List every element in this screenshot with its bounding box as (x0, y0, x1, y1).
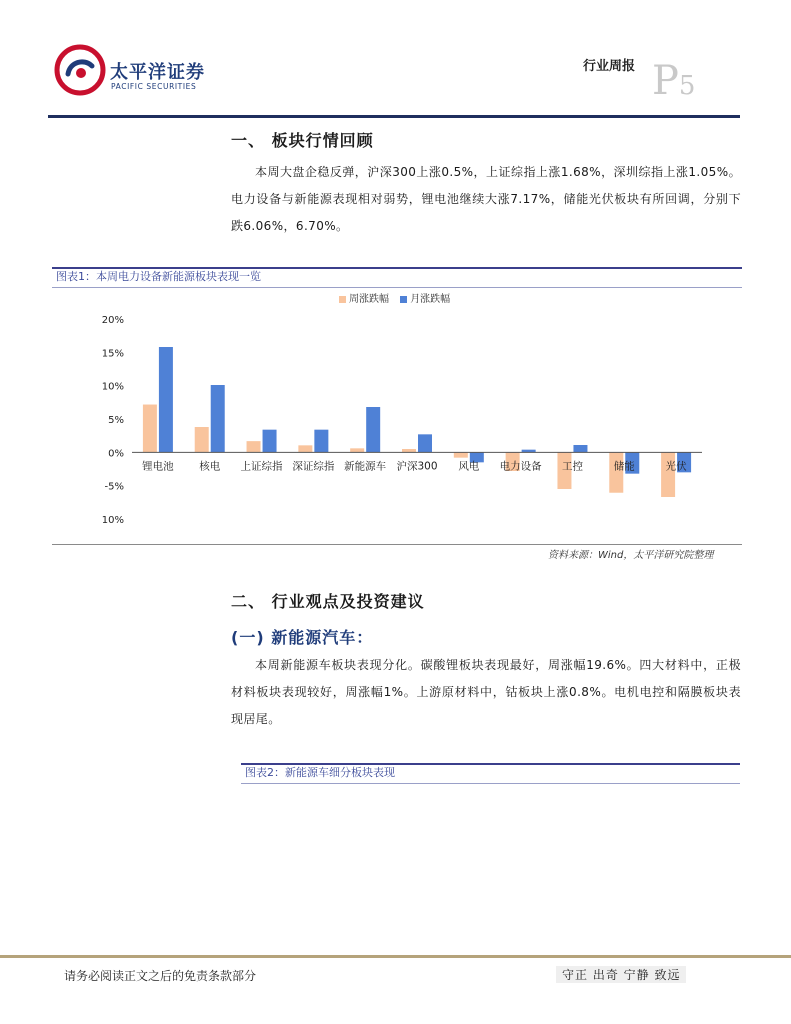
sector-performance-bar-chart (52, 287, 742, 543)
section2-paragraph: 本周新能源车板块表现分化。碳酸锂板块表现最好，周涨幅19.6%。四大材料中，正极材料板块表现较好，周涨幅1%。上游原材料中，钴板块上涨0.8%。电机电控和隔膜板块表现居尾。 (231, 658, 741, 726)
y-tick-label: 10% (101, 515, 124, 526)
x-category-label: 光伏 (665, 460, 687, 473)
x-category-label: 工控 (561, 460, 583, 473)
bar-weekly (247, 441, 261, 452)
y-tick-label: 5% (108, 415, 124, 426)
section1-paragraph: 本周大盘企稳反弹，沪深300上涨0.5%，上证综指上涨1.68%，深圳综指上涨1.05%。电力设备与新能源表现相对弱势，锂电池继续大涨7.17%，储能光伏板块有所回调，分别下跌6.06%，6.70%。 (231, 165, 741, 233)
footer-motto: 守正 出奇 宁静 致远 (556, 966, 686, 983)
page-number (652, 58, 695, 104)
bar-weekly (195, 427, 209, 452)
company-name-cn: 太平洋证券 (110, 62, 205, 83)
section2-subheading: (一) 新能源汽车： (231, 628, 374, 647)
legend-label-monthly: 月涨跌幅 (410, 294, 451, 305)
figure2-caption-bar (241, 763, 740, 784)
x-category-label: 锂电池 (142, 460, 174, 473)
bar-monthly (159, 347, 173, 452)
bar-weekly (661, 452, 675, 497)
y-tick-label: 0% (108, 448, 124, 460)
header-rule (48, 115, 740, 118)
footer-rule (0, 955, 791, 958)
x-category-label: 储能 (613, 460, 635, 473)
company-name-en: PACIFIC SECURITIES (111, 82, 197, 91)
bar-weekly (454, 452, 468, 457)
figure1-title: 图表1：本周电力设备新能源板块表现一览 (56, 270, 261, 283)
y-tick-label: 20% (101, 315, 124, 326)
section2-heading: 二、 行业观点及投资建议 (231, 592, 425, 611)
figure1-source: 资料来源：Wind，太平洋研究院整理 (548, 550, 714, 561)
bar-monthly (418, 434, 432, 452)
page-prefix: P (652, 58, 679, 104)
x-category-label: 沪深300 (396, 460, 438, 473)
bar-monthly (314, 430, 328, 453)
y-tick-label: 15% (101, 348, 124, 360)
y-tick-label: -5% (104, 481, 124, 493)
legend-label-weekly: 周涨跌幅 (349, 294, 389, 305)
report-type: 行业周报 (583, 59, 636, 74)
pacific-securities-logo-icon (54, 44, 106, 96)
section1-heading: 一、 板块行情回顾 (231, 131, 374, 150)
bar-monthly (573, 445, 587, 452)
y-tick-label: 10% (101, 381, 124, 393)
figure1-caption-bar (52, 267, 742, 288)
footer-disclaimer: 请务必阅读正文之后的免责条款部分 (64, 969, 257, 983)
x-category-label: 上证综指 (240, 460, 283, 473)
figure2-title: 图表2：新能源车细分板块表现 (245, 766, 395, 779)
bar-weekly (298, 445, 312, 452)
x-category-label: 深证综指 (292, 460, 335, 473)
bar-weekly (143, 405, 157, 453)
bar-monthly (211, 385, 225, 452)
x-category-label: 新能源车 (344, 460, 387, 473)
bar-weekly (609, 452, 623, 492)
x-category-label: 核电 (199, 460, 221, 473)
page-number-value: 5 (678, 71, 696, 101)
bar-weekly (402, 449, 416, 452)
bar-monthly (263, 430, 277, 453)
x-category-label: 风电 (458, 460, 480, 473)
bar-weekly (350, 448, 364, 452)
bar-monthly (366, 407, 380, 452)
figure1-bottom-rule (52, 544, 742, 545)
x-category-label: 电力设备 (499, 460, 542, 473)
